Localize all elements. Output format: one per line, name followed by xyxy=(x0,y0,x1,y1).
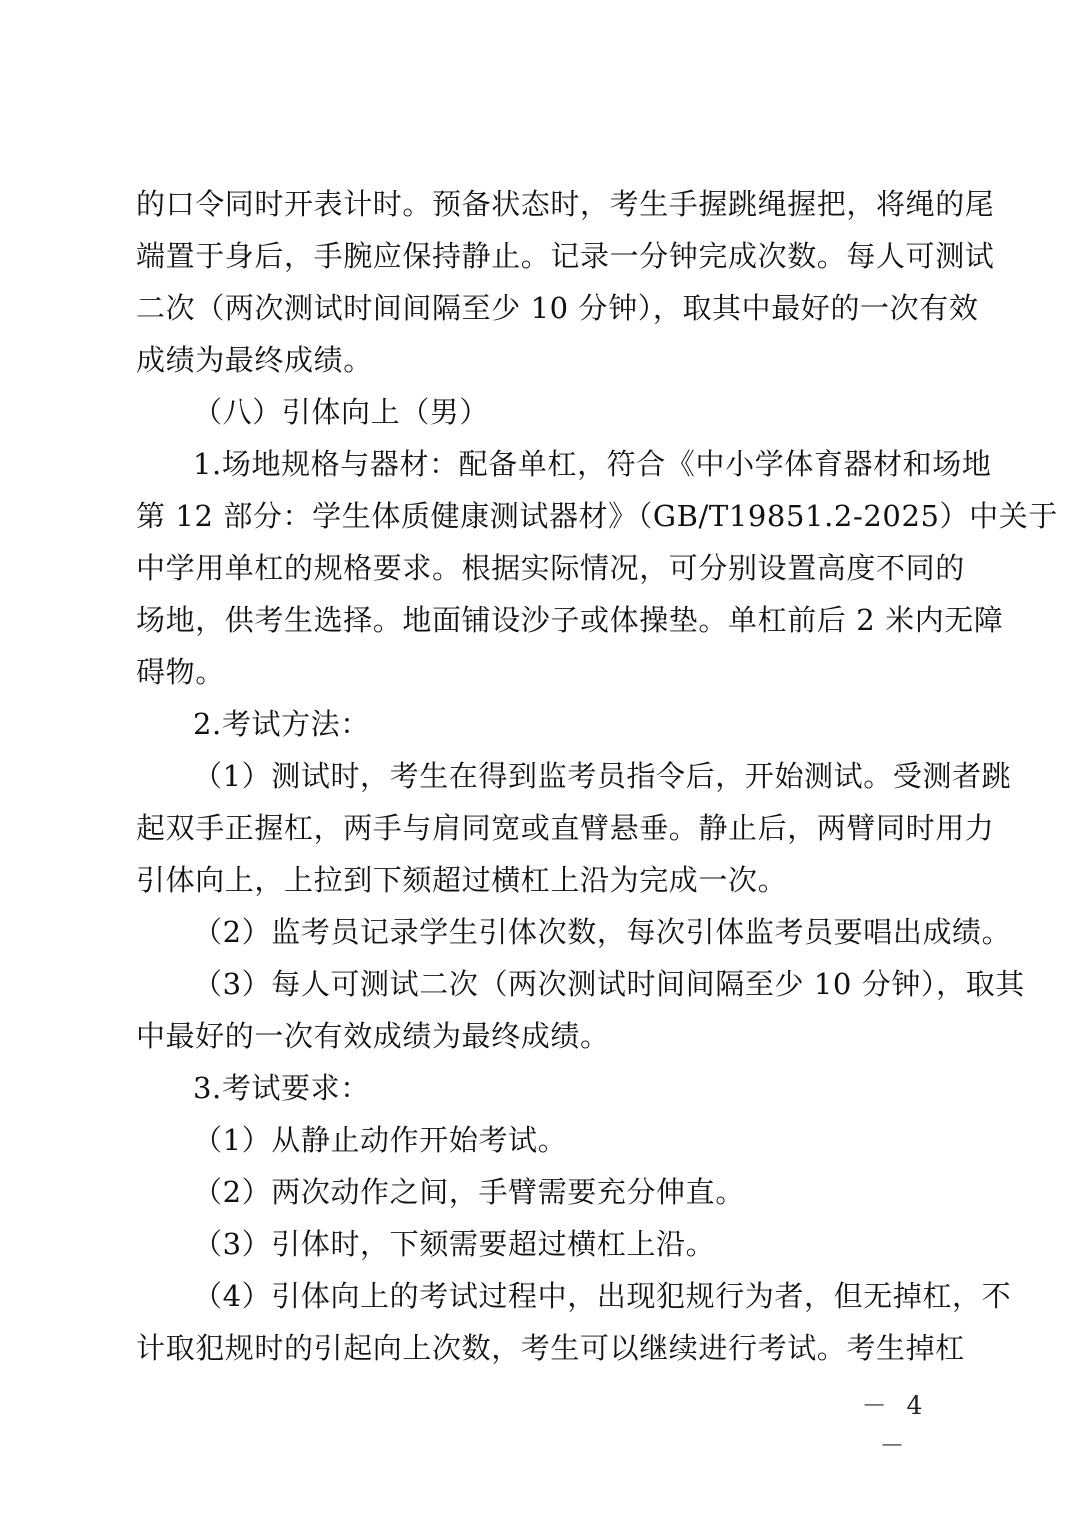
text-line: 1.场地规格与器材：配备单杠，符合《中小学体育器材和场地 xyxy=(193,447,992,481)
text-line: 场地，供考生选择。地面铺设沙子或体操垫。单杠前后 2 米内无障 xyxy=(136,603,1004,637)
subsection-heading: 2.考试方法： xyxy=(193,707,370,741)
text-line: （1）测试时，考生在得到监考员指令后，开始测试。受测者跳 xyxy=(193,759,1012,793)
text-line: （2）监考员记录学生引体次数，每次引体监考员要唱出成绩。 xyxy=(193,915,1012,949)
subsection-heading: 3.考试要求： xyxy=(193,1071,370,1105)
text-line: 中学用单杠的规格要求。根据实际情况，可分别设置高度不同的 xyxy=(136,551,965,585)
text-line: （4）引体向上的考试过程中，出现犯规行为者，但无掉杠，不 xyxy=(193,1279,1012,1313)
text-line: 计取犯规时的引起向上次数，考生可以继续进行考试。考生掉杠 xyxy=(136,1331,965,1365)
text-line: 成绩为最终成绩。 xyxy=(136,343,373,377)
text-line: 端置于身后，手腕应保持静止。记录一分钟完成次数。每人可测试 xyxy=(136,239,995,273)
text-line: （3）引体时，下颏需要超过横杠上沿。 xyxy=(193,1227,716,1261)
text-line: 碍物。 xyxy=(136,655,225,689)
page-number: － 4 － xyxy=(861,1391,929,1460)
text-line: （3）每人可测试二次（两次测试时间间隔至少 10 分钟），取其 xyxy=(193,967,1025,1001)
section-heading: （八）引体向上（男） xyxy=(193,395,490,429)
text-line: 引体向上，上拉到下颏超过横杠上沿为完成一次。 xyxy=(136,863,788,897)
text-line: （1）从静止动作开始考试。 xyxy=(193,1123,568,1157)
text-line: 第 12 部分：学生体质健康测试器材》（GB/T19851.2-2025）中关于 xyxy=(136,499,1058,533)
text-line: 的口令同时开表计时。预备状态时，考生手握跳绳握把，将绳的尾 xyxy=(136,187,995,221)
text-line: 二次（两次测试时间间隔至少 10 分钟），取其中最好的一次有效 xyxy=(136,291,979,325)
text-line: 中最好的一次有效成绩为最终成绩。 xyxy=(136,1019,610,1053)
text-line: （2）两次动作之间，手臂需要充分伸直。 xyxy=(193,1175,745,1209)
text-line: 起双手正握杠，两手与肩同宽或直臂悬垂。静止后，两臂同时用力 xyxy=(136,811,995,845)
